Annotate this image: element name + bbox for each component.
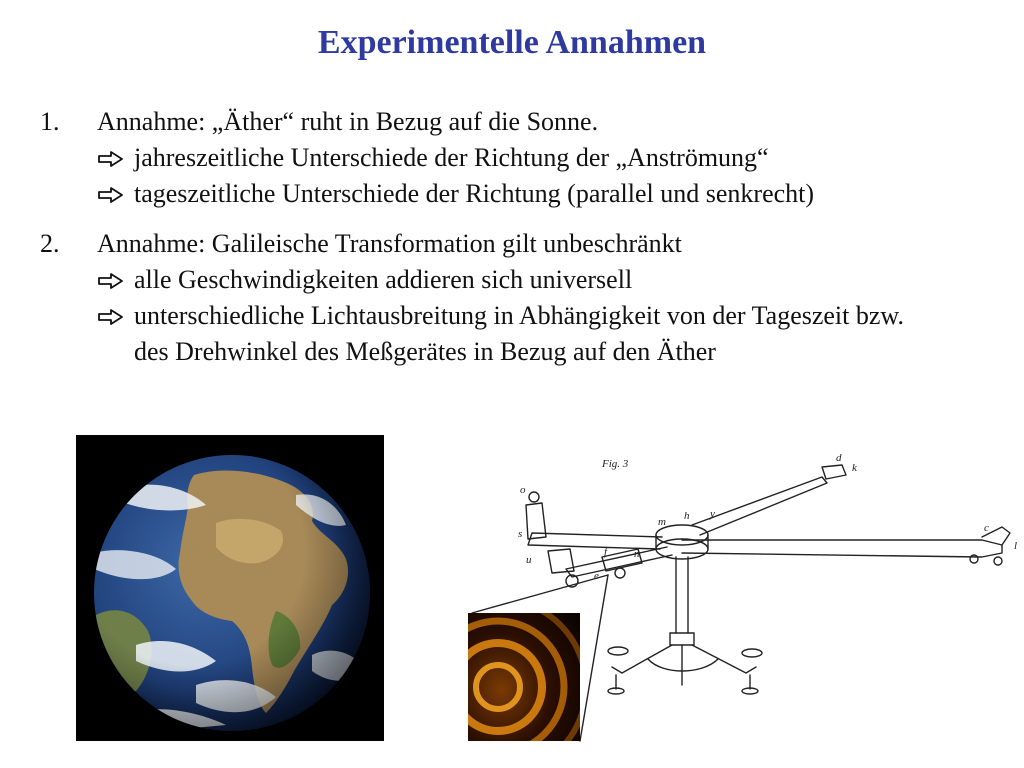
label-o: o	[520, 484, 526, 496]
sub-point	[97, 262, 1000, 298]
interference-fringe-image	[468, 613, 580, 741]
right-arrow-icon	[97, 176, 134, 204]
label-c: c	[984, 522, 989, 534]
sub-point-text: jahreszeitliche Unterschiede der Richtung der „Anströmung“	[134, 143, 769, 172]
assumption-list	[40, 104, 1000, 370]
sub-point	[97, 298, 1000, 370]
label-u: u	[526, 554, 532, 566]
item-number: 1.	[40, 107, 60, 136]
label-y: y	[710, 508, 715, 520]
sub-point	[97, 140, 1000, 176]
label-m: m	[658, 516, 666, 528]
label-e: e	[594, 570, 599, 582]
label-l: l	[1014, 540, 1018, 552]
assumption-item-2	[40, 226, 1000, 370]
right-arrow-icon	[97, 298, 134, 326]
label-d: d	[836, 452, 842, 464]
slide-title: Experimentelle Annahmen	[317, 24, 707, 61]
right-arrow-icon	[97, 140, 134, 168]
label-k: k	[852, 462, 857, 474]
sub-point-text: tageszeitliche Unterschiede der Richtung (parallel und senkrecht)	[134, 179, 815, 208]
right-arrow-icon	[97, 262, 134, 290]
label-h: h	[684, 510, 690, 522]
sub-point	[97, 176, 1000, 212]
assumption-item-1	[40, 104, 1000, 212]
item-number: 2.	[40, 229, 60, 258]
sub-point-text: alle Geschwindigkeiten addieren sich universell	[134, 265, 633, 294]
figure-caption: Fig. 3	[602, 458, 629, 470]
item-text: Annahme: Galileische Transformation gilt unbeschränkt	[97, 229, 682, 258]
item-text: Annahme: „Äther“ ruht in Bezug auf die Sonne.	[97, 107, 599, 136]
label-f: f	[604, 546, 608, 558]
label-n: n	[634, 548, 640, 560]
label-s: s	[518, 528, 523, 540]
sub-point-text: unterschiedliche Lichtausbreitung in Abhängigkeit von der Tageszeit bzw. des Drehwinkel des Meßgerätes in Bezug auf den Äther	[134, 301, 905, 366]
earth-image	[76, 435, 384, 741]
